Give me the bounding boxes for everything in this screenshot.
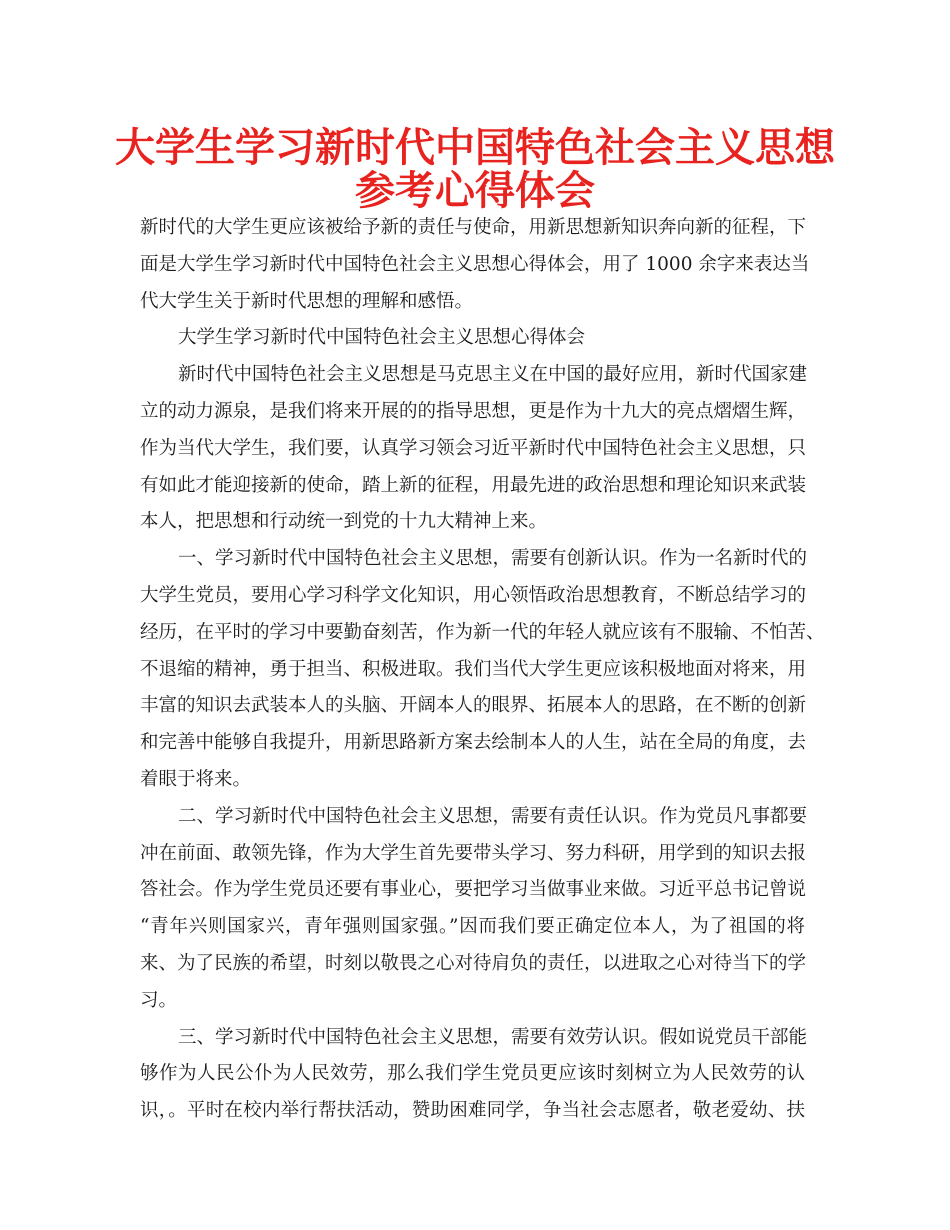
text-line: 新时代的大学生更应该被给予新的责任与使命，用新思想新知识奔向新的征程，下 <box>140 217 807 238</box>
text-line: 不退缩的精神，勇于担当、积极进取。我们当代大学生更应该积极地面对将来，用 <box>140 658 807 680</box>
paragraph-point-three <box>140 1020 808 1130</box>
text-line: 本人，把思想和行动统一到党的十九大精神上来。 <box>140 511 548 533</box>
text-line: 立的动力源泉，是我们将来开展的的指导思想，更是作为十九大的亮点熠熠生辉， <box>140 400 807 422</box>
text-line: “青年兴则国家兴，青年强则国家强。”因而我们要正确定位本人，为了祖国的将 <box>140 916 805 938</box>
document-title-line-1: 大学生学习新时代中国特色社会主义思想 <box>115 125 835 171</box>
document-title-line-2: 参考心得体会 <box>355 168 595 214</box>
text-line: 面是大学生学习新时代中国特色社会主义思想心得体会，用了 1000 余字来表达当 <box>140 253 810 275</box>
text-line: 冲在前面、敢领先锋，作为大学生首先要带头学习、努力科研，用学到的知识去报 <box>140 842 807 864</box>
text-line: 一、学习新时代中国特色社会主义思想，需要有创新认识。作为一名新时代的 <box>178 548 808 570</box>
text-line: 大学生学习新时代中国特色社会主义思想心得体会 <box>178 327 586 349</box>
text-line: 识，。平时在校内举行帮扶活动，赞助困难同学，争当社会志愿者，敬老爱幼、扶 <box>140 1100 805 1122</box>
text-line: 和完善中能够自我提升，用新思路新方案去绘制本人的人生，站在全局的角度，去 <box>140 732 807 754</box>
paragraph-intro <box>140 210 810 320</box>
text-line: 丰富的知识去武装本人的头脑、开阔本人的眼界、拓展本人的思路，在不断的创新 <box>140 695 807 717</box>
text-line: 习。 <box>140 989 178 1011</box>
text-line: 作为当代大学生，我们要，认真学习领会习近平新时代中国特色社会主义思想，只 <box>140 437 807 459</box>
text-line: 代大学生关于新时代思想的理解和感悟。 <box>140 290 474 312</box>
document-body <box>140 210 825 1130</box>
paragraph-point-one <box>140 541 825 799</box>
text-line: 二、学习新时代中国特色社会主义思想，需要有责任认识。作为党员凡事都要 <box>178 805 808 827</box>
text-line: 够作为人民公仆为人民效劳，那么我们学生党员更应该时刻树立为人民效劳的认 <box>140 1063 805 1085</box>
text-line: 大学生党员，要用心学习科学文化知识，用心领悟政治思想教育，不断总结学习的 <box>140 584 807 606</box>
text-line: 经历，在平时的学习中要勤奋刻苦，作为新一代的年轻人就应该有不服输、不怕苦、 <box>140 621 825 643</box>
text-line: 有如此才能迎接新的使命，踏上新的征程，用最先进的政治思想和理论知识来武装 <box>140 474 807 496</box>
text-line: 答社会。作为学生党员还要有事业心，要把学习当做事业来做。习近平总书记曾说 <box>140 879 807 901</box>
paragraph-point-two <box>140 799 808 1020</box>
text-line: 着眼于将来。 <box>140 768 252 790</box>
text-line: 三、学习新时代中国特色社会主义思想，需要有效劳认识。假如说党员干部能 <box>178 1026 808 1048</box>
text-line: 新时代中国特色社会主义思想是马克思主义在中国的最好应用，新时代国家建 <box>178 364 808 386</box>
paragraph-overview <box>140 357 808 541</box>
text-line: 来、为了民族的希望，时刻以敬畏之心对待肩负的责任，以进取之心对待当下的学 <box>140 952 807 974</box>
paragraph-subtitle <box>140 320 805 357</box>
